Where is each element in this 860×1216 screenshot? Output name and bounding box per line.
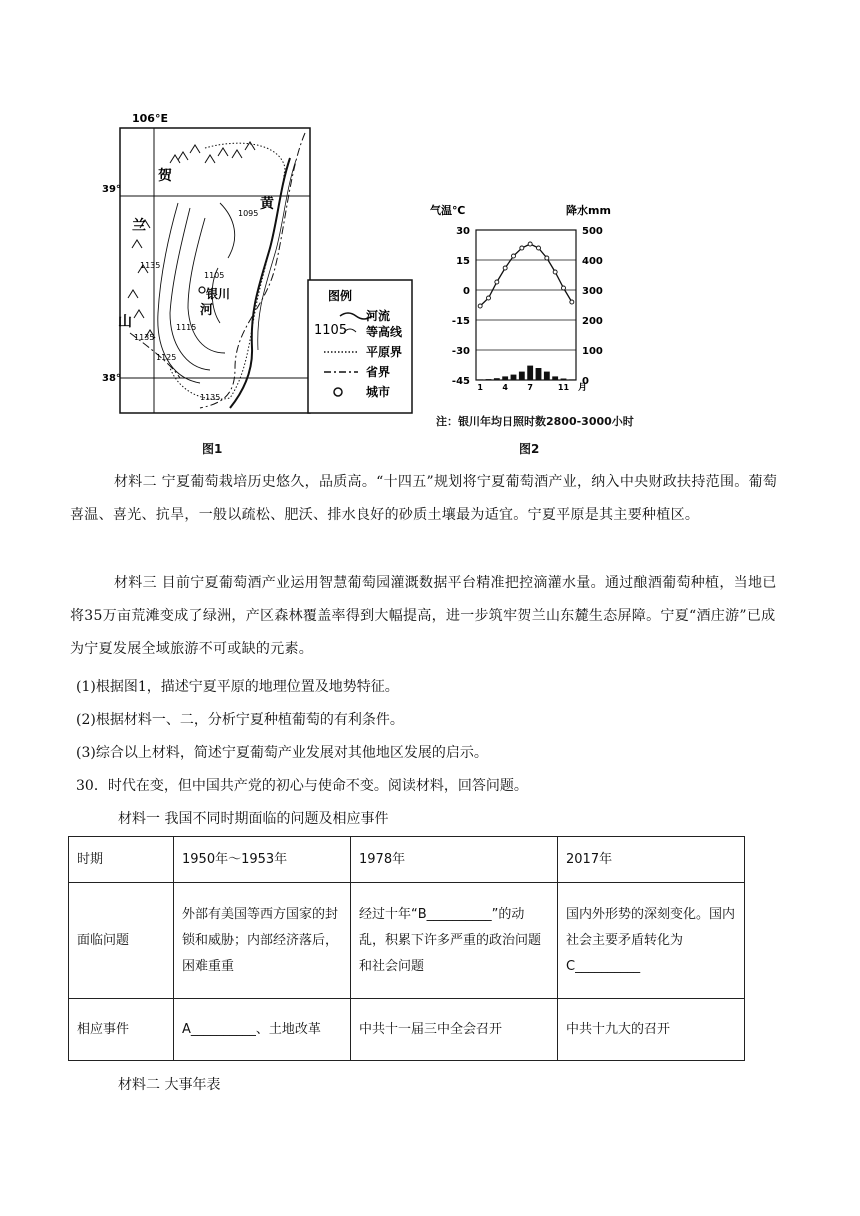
temp-tick-label: 30 [456, 226, 470, 237]
legend-city: 城市 [366, 385, 391, 399]
month-tick-label: 11 [557, 383, 570, 392]
contour-label: 1105 [204, 271, 225, 280]
table-header-cell: 时期 [69, 837, 174, 883]
table-row [69, 999, 745, 1061]
precip-tick-label: 0 [582, 376, 589, 387]
table-row-label: 相应事件 [69, 999, 174, 1061]
legend-plain: 平原界 [366, 345, 403, 359]
lat-39-label: 39° [102, 184, 121, 195]
temp-axis-label: 气温℃ [430, 204, 466, 217]
precip-bar [494, 378, 500, 380]
temperature-point [478, 304, 482, 308]
temperature-point [562, 286, 566, 290]
table-row-label: 面临问题 [69, 883, 174, 999]
temperature-point [487, 296, 491, 300]
temperature-point [553, 270, 557, 274]
temperature-point [570, 300, 574, 304]
precip-bar [536, 368, 542, 380]
contour-label: 1125 [156, 353, 177, 362]
month-tick-label: 1 [477, 383, 483, 392]
figure2-caption: 图2 [519, 442, 540, 456]
temperature-line [480, 244, 572, 306]
month-tick-label: 4 [502, 383, 508, 392]
mountain-char-1: 贺 [158, 168, 172, 184]
material-2-chronology: 材料二 大事年表 [118, 1077, 221, 1093]
contour-label: 1135 [200, 393, 221, 402]
map-legend [308, 280, 412, 413]
lat-38-label: 38° [102, 373, 121, 384]
river-char-2: 河 [200, 303, 214, 318]
mountain-char-3: 山 [118, 314, 132, 330]
contour-label: 1115 [176, 323, 197, 332]
material-2: 材料二 宁夏葡萄栽培历史悠久，品质高。“十四五”规划将宁夏葡萄酒产业，纳入中央财政扶持范围。葡萄喜温、喜光、抗旱，一般以疏松、肥沃、排水良好的砂质土壤最为适宜。宁夏平原是其主要种植区。 [70, 474, 778, 523]
mountain-symbols [128, 142, 255, 338]
legend-province: 省界 [366, 365, 391, 379]
contour-label: 1135 [134, 333, 155, 342]
precip-bar [527, 366, 533, 380]
precip-bar [486, 379, 492, 380]
table-cell: 外部有美国等西方国家的封锁和威胁；内部经济落后，困难重重 [174, 883, 351, 999]
temperature-point [495, 280, 499, 284]
figure1-caption: 图1 [202, 442, 223, 456]
precip-bar [552, 376, 558, 380]
temperature-point [503, 266, 507, 270]
contour-label: 1095 [238, 209, 259, 218]
precip-bar [502, 376, 508, 380]
temp-tick-label: -15 [451, 316, 470, 327]
river-char-1: 黄 [260, 196, 274, 212]
legend-contour-value: 1105 [314, 323, 348, 338]
figure1-map [102, 108, 420, 413]
precip-bar [511, 375, 517, 380]
table-cell: 经过十年“B__________”的动乱，积累下许多严重的政治问题和社会问题 [351, 883, 558, 999]
precip-tick-label: 100 [582, 346, 603, 357]
temperature-point [528, 242, 532, 246]
legend-contour: 等高线 [366, 325, 403, 339]
month-unit-label: 月 [578, 383, 588, 393]
table-row [69, 883, 745, 999]
temp-tick-label: 0 [463, 286, 470, 297]
mountain-char-2: 兰 [132, 218, 146, 234]
temperature-point [537, 246, 541, 250]
table-header-cell: 1978年 [351, 837, 558, 883]
precip-axis-label: 降水mm [566, 204, 611, 217]
legend-river: 河流 [366, 309, 391, 323]
table-cell: 国内外形势的深刻变化。国内社会主要矛盾转化为C__________ [558, 883, 745, 999]
table-cell: 中共十一届三中全会召开 [351, 999, 558, 1061]
temp-tick-label: 15 [456, 256, 470, 267]
table-title: 材料一 我国不同时期面临的问题及相应事件 [118, 811, 389, 827]
temperature-point [545, 256, 549, 260]
chart-frame [476, 230, 576, 380]
question-30: 30．时代在变，但中国共产党的初心与使命不变。阅读材料，回答问题。 [76, 778, 528, 794]
longitude-label: 106°E [132, 112, 168, 125]
month-tick-label: 7 [527, 383, 533, 392]
precip-tick-label: 200 [582, 316, 603, 327]
city-marker [199, 287, 205, 293]
question-1: (1)根据图1，描述宁夏平原的地理位置及地势特征。 [76, 679, 399, 695]
climate-chart [430, 200, 660, 400]
precip-bar [477, 379, 483, 380]
temp-tick-label: -45 [451, 376, 470, 387]
precip-bar [561, 379, 567, 381]
precip-bar [569, 379, 575, 380]
precip-tick-label: 500 [582, 226, 603, 237]
temperature-point [520, 246, 524, 250]
table-header-cell: 2017年 [558, 837, 745, 883]
precip-bar [544, 372, 550, 380]
table-cell: A__________、土地改革 [174, 999, 351, 1061]
figure2-note: 注：银川年均日照时数2800-3000小时 [436, 415, 634, 428]
table-header-cell: 1950年～1953年 [174, 837, 351, 883]
question-2: (2)根据材料一、二，分析宁夏种植葡萄的有利条件。 [76, 712, 404, 728]
question-3: (3)综合以上材料，简述宁夏葡萄产业发展对其他地区发展的启示。 [76, 745, 488, 761]
table-header-row [69, 837, 745, 883]
table-cell: 中共十九大的召开 [558, 999, 745, 1061]
material-3: 材料三 目前宁夏葡萄酒产业运用智慧葡萄园灌溉数据平台精准把控滴灌水量。通过酿酒葡萄种植，当地已将35万亩荒滩变成了绿洲，产区森林覆盖率得到大幅提高，进一步筑牢贺兰山东麓生态屏障。宁夏“酒庄游”已成为宁夏发展全域旅游不可或缺的元素。 [70, 575, 777, 657]
temp-tick-label: -30 [451, 346, 470, 357]
temperature-point [512, 254, 516, 258]
events-table [68, 836, 745, 1061]
precip-bar [519, 372, 525, 380]
contour-labels [134, 209, 258, 402]
legend-title: 图例 [328, 289, 353, 303]
precip-tick-label: 400 [582, 256, 603, 267]
city-label: 银川 [206, 287, 231, 301]
precip-tick-label: 300 [582, 286, 603, 297]
contour-label: 1135 [140, 261, 161, 270]
